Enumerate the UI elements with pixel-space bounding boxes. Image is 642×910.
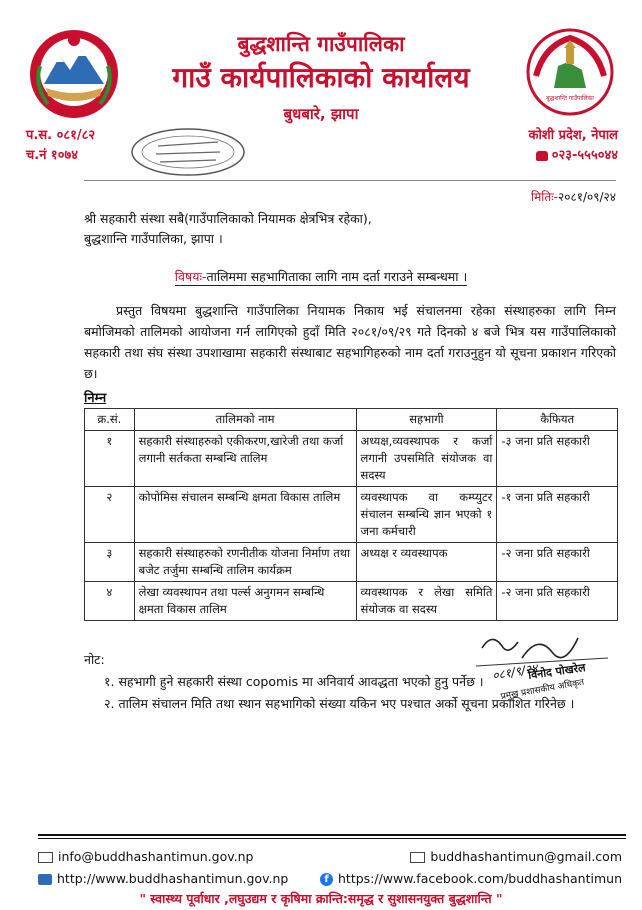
table-row [85, 487, 618, 543]
col-header-remarks: कैफियत [497, 409, 618, 431]
address-line2: बुद्धशान्ति गाउँपालिका, झापा । [84, 231, 223, 246]
facebook-text[interactable]: https://www.facebook.com/buddhashantimun [338, 871, 622, 886]
facebook-icon: f [320, 873, 333, 886]
province: कोशी प्रदेश, नेपाल [528, 128, 618, 143]
footer-slogan: " स्वास्थ्य पूर्वाधार ,लघुउद्यम र कृषिमा क्रान्ति:समृद्ध र सुशासनयुक्त बुद्धशान्ति " [139, 891, 503, 906]
signature-date: ०८१/९/२४ [491, 661, 539, 683]
contact-info [529, 126, 618, 166]
training-table [84, 408, 618, 621]
mail-icon [38, 852, 53, 863]
table-row [85, 582, 618, 621]
cell-remarks: -२ जना प्रति सहकारी [497, 582, 618, 621]
date-label: मितिः- [530, 190, 558, 204]
reference-numbers [26, 126, 95, 166]
cell-participants: व्यवस्थापक वा कम्प्युटर संचालन सम्बन्धि ज्ञान भएको १ जना कर्मचारी [356, 487, 497, 543]
emblem-right-text: बुद्धशान्ति गाउँपालिका [546, 95, 594, 102]
office-name-line1: बुद्धशान्ति गाउँपालिका [237, 32, 405, 56]
cell-training: सहकारी संस्थाहरुको एकीकरण,खारेजी तथा कर्जा लगानी सर्तकता सम्बन्धि तालिम [134, 431, 356, 487]
address-line1: श्री सहकारी संस्था सबै(गाउँपालिकाको नियामक क्षेत्रभित्र रहेका), [84, 211, 372, 226]
note-label: नोट: [84, 652, 105, 667]
signatory-title: प्रमुख प्रशासकीय अधिकृत [500, 677, 585, 703]
col-header-training: तालिमको नाम [134, 409, 356, 431]
office-location: बुधबारे, झापा [283, 105, 359, 123]
subject-text: तालिममा सहभागिताका लागि नाम दर्ता गराउने सम्बन्धमा । [206, 269, 468, 284]
signatory-name: विनोद पोखरेल [527, 661, 587, 682]
footer-email-primary[interactable] [38, 849, 253, 864]
footer-email-secondary[interactable] [410, 849, 622, 864]
phone-number: ०२३-५५५०४४ [551, 148, 618, 163]
cell-sn: १ [85, 431, 135, 487]
recipient-address [84, 209, 372, 249]
cell-remarks: -३ जना प्रति सहकारी [497, 431, 618, 487]
ref-chalani: च.नं १०७४ [26, 148, 78, 163]
date-value: २०८१/०९/२४ [557, 190, 616, 204]
table-header-row [85, 409, 618, 431]
cell-participants: अध्यक्ष,व्यवस्थापक र कर्जा लगानी उपसमिति संयोजक वा सदस्य [356, 431, 497, 487]
footer-facebook[interactable] [320, 871, 622, 886]
header-divider [84, 180, 616, 181]
cell-participants: व्यवस्थापक र लेखा समिति संयोजक वा सदस्य [356, 582, 497, 621]
letter-date [531, 188, 616, 205]
mail-icon [410, 852, 425, 863]
table-row [85, 431, 618, 487]
footer-divider [38, 834, 626, 836]
phone-icon [536, 151, 548, 161]
body-paragraph: प्रस्तुत विषयमा बुद्धशान्ति गाउँपालिका नियामक निकाय भई संचालनमा रहेका संस्थाहरुका लागि निम्न बमोजिमको तालिमको आयोजना गर्न लागिएको हुदाँ मिति २०८१/०९/२९ गते दिनको ४ बजे भित्र यस गाउँपालिकाको सहकारी तथा संघ संस्था उपशाखामा सहकारी संस्थाबाट सहभागिहरुको नाम दर्ता गराउनुहुन यो सूचना प्रकाशन गरिएको छ। [84, 303, 616, 381]
cell-remarks: -२ जना प्रति सहकारी [497, 543, 618, 582]
cell-participants: अध्यक्ष र व्यवस्थापक [356, 543, 497, 582]
cell-sn: २ [85, 487, 135, 543]
footer-website[interactable] [38, 871, 288, 886]
phone-line [529, 146, 618, 166]
col-header-sn: क्र.सं. [85, 409, 135, 431]
cell-sn: ३ [85, 543, 135, 582]
subject-line [0, 268, 642, 285]
col-header-participants: सहभागी [356, 409, 497, 431]
email-text[interactable]: info@buddhashantimun.gov.np [58, 849, 254, 864]
email-text[interactable]: buddhashantimun@gmail.com [430, 849, 622, 864]
table-row [85, 543, 618, 582]
cell-training: सहकारी संस्थाहरुको रणनीतीक योजना निर्माण तथा बजेट तर्जुमा सम्बन्धि तालिम कार्यक्रम [134, 543, 356, 582]
ref-ps: प.स. ०८१/८२ [26, 128, 96, 143]
cell-sn: ४ [85, 582, 135, 621]
cell-remarks: -१ जना प्रति सहकारी [497, 487, 618, 543]
office-stamp [128, 126, 248, 178]
office-name-line2: गाउँ कार्यपालिकाको कार्यालय [172, 61, 470, 94]
cell-training: लेखा व्यवस्थापन तथा पर्ल्स अनुगमन सम्बन्धि क्षमता विकास तालिम [134, 582, 356, 621]
cell-training: कोपोमिस संचालन सम्बन्धि क्षमता विकास तालिम [134, 487, 356, 543]
note-item: २. तालिम संचालन मिति तथा स्थान सहभागिको संख्या यकिन भए पश्चात अर्को सूचना प्रकाशित गरिनेछ । [104, 696, 575, 711]
notes-list [104, 671, 574, 715]
subject-label: विषयः- [174, 269, 207, 284]
note-item: १. सहभागी हुने सहकारी संस्था copomis मा अनिवार्य आवद्धता भएको हुनु पर्नेछ । [104, 674, 484, 689]
website-text[interactable]: http://www.buddhashantimun.gov.np [57, 871, 289, 886]
web-icon [38, 874, 52, 885]
footer-divider-thin [38, 838, 626, 839]
list-heading: निम्न [84, 391, 107, 406]
